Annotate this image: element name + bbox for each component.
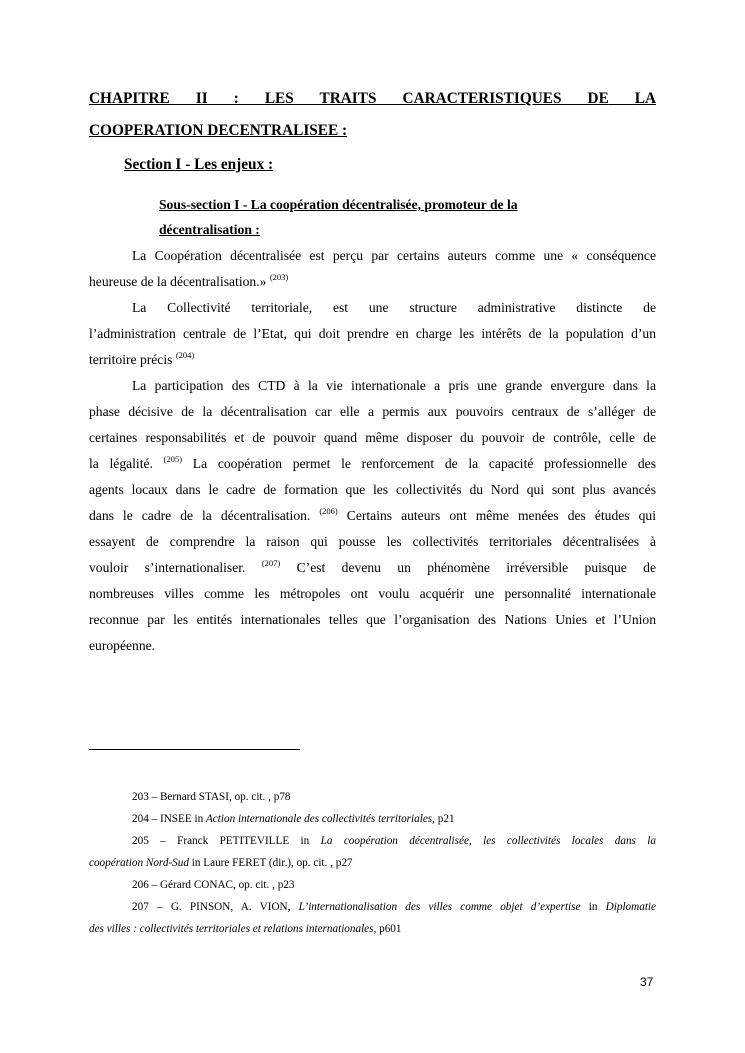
footnote-207: 207 – G. PINSON, A. VION, L’internationalisation des villes comme objet d’expertise in Diplomatie [132,901,657,913]
paragraph-line: l’administration centrale de l’Etat, qui doit prendre en charge les intérêts de la population d’un [89,326,656,341]
footnote-206: 206 – Gérard CONAC, op. cit. , p23 [132,879,295,891]
paragraph-line: La Collectivité territoriale, est une structure administrative distincte de [132,300,656,315]
paragraph-line: essayent de comprendre la raison qui pousse les collectivités territoriales décentralisées à [89,534,656,549]
chapter-word: CARACTERISTIQUES [402,90,562,107]
paragraph-line: territoire précis $^{(204)}$ [89,350,195,367]
footnote-ref: (205) [163,454,183,464]
paragraph-line: certaines responsabilités et de pouvoir quand même disposer du pouvoir de contrôle, celle de [89,430,656,445]
footnote-ref: (203) [269,272,289,282]
chapter-word: DE [587,90,609,107]
chapter-word: LA [634,90,657,107]
chapter-title-line-2: COOPERATION DECENTRALISEE : [89,122,348,139]
footnote-ref: (206) [319,506,338,516]
paragraph-line: la légalité. $^{(205)}$ La coopération permet le renforcement de la capacité professionnelle des [89,454,656,471]
chapter-word: II : [195,90,239,107]
footnote-203: 203 – Bernard STASI, op. cit. , p78 [132,791,291,803]
paragraph-line: reconnue par les entités internationales telles que l’organisation des Nations Unies et l’Union [89,612,656,627]
footnote-204: 204 – INSEE in Action internationale des collectivités territoriales, p21 [132,813,455,825]
footnote-207-cont: des villes : collectivités territoriales et relations internationales, p601 [89,923,402,935]
paragraph-line: La participation des CTD à la vie internationale a pris une grande envergure dans la [132,378,656,393]
footnote-205: 205 – Franck PETITEVILLE in La coopération décentralisée, les collectivités locales dans la [132,835,656,847]
page-number: 37 [640,975,654,989]
chapter-word: TRAITS [319,90,377,107]
footnote-ref: (207) [261,558,281,568]
paragraph-line: La Coopération décentralisée est perçu par certains auteurs comme une « conséquence [132,248,656,263]
paragraph-line: phase décisive de la décentralisation car elle a permis aux pouvoirs centraux de s’alléger de [89,404,656,419]
footnote-205-cont: coopération Nord-Sud in Laure FERET (dir.), op. cit. , p27 [89,857,353,869]
subsection-heading-line-1: Sous-section I - La coopération décentralisée, promoteur de la [159,197,518,212]
chapter-word: LES [264,90,294,107]
paragraph-line: dans le cadre de la décentralisation. $^{(206)}$ Certains auteurs ont même menées des études qui [89,506,656,523]
subsection-heading-line-2: décentralisation : [159,222,260,237]
paragraph-line: agents locaux dans le cadre de formation que les collectivités du Nord qui sont plus avancés [89,482,656,497]
paragraph-line: européenne. [89,638,156,653]
section-heading: Section I - Les enjeux : [124,156,274,173]
paragraph-line: nombreuses villes comme les métropoles ont voulu acquérir une personnalité internationale [89,586,656,601]
paragraph-line: heureuse de la décentralisation.» $^{(203)}$ [89,272,289,289]
paragraph-line: vouloir s’internationaliser. $^{(207)}$ C’est devenu un phénomène irréversible puisque de [89,558,657,575]
chapter-title-line-1 [89,86,656,112]
footnote-ref: (204) [175,350,195,360]
footnote-separator [89,749,300,750]
chapter-word: CHAPITRE [89,90,170,107]
